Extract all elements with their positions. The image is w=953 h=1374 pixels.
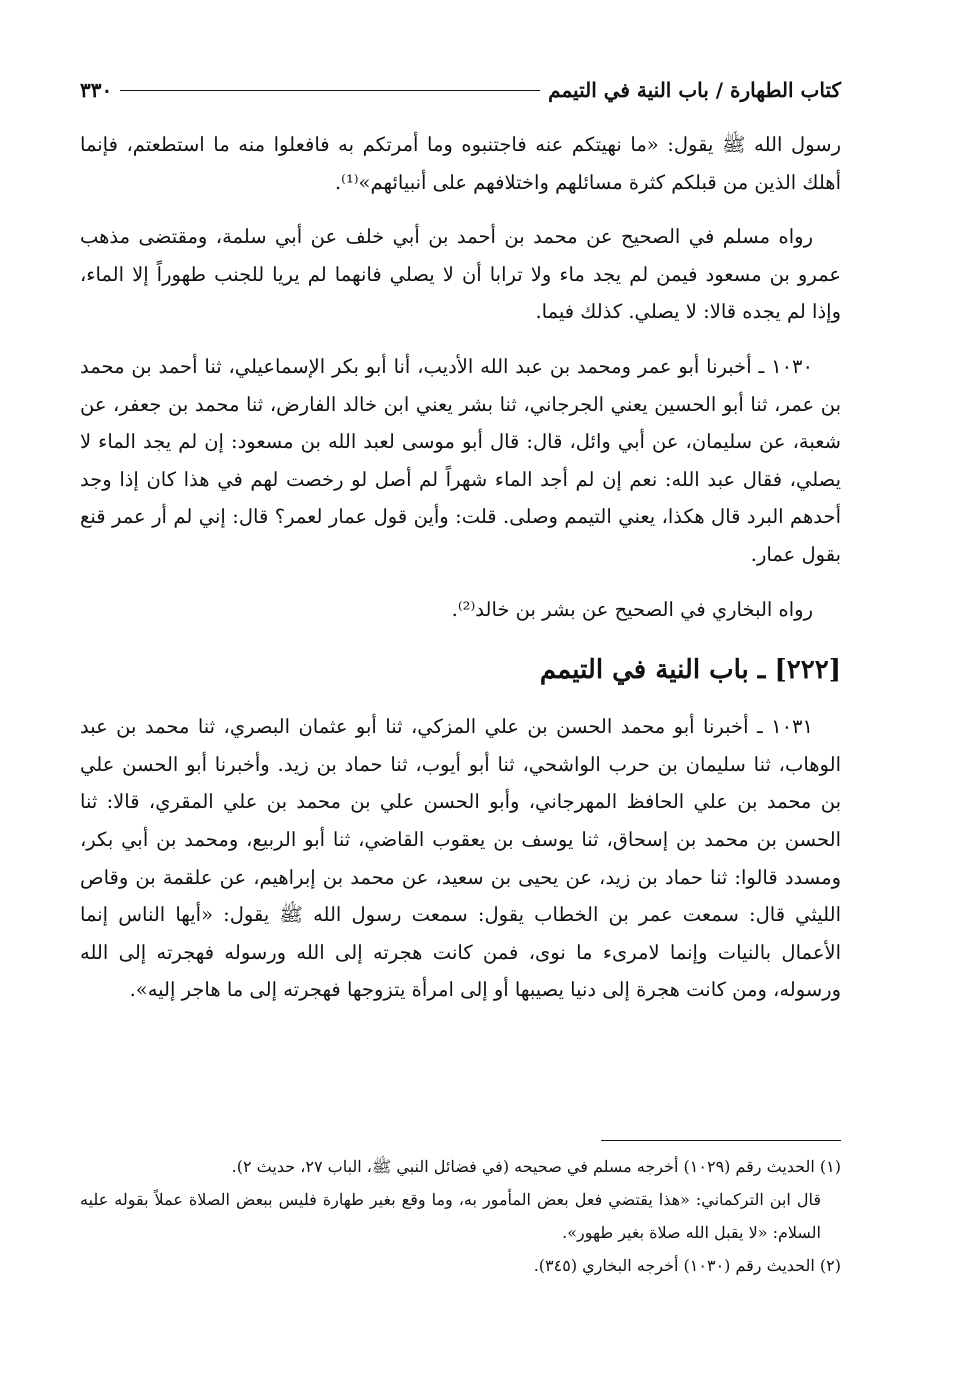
running-header xyxy=(80,70,841,110)
footnotes xyxy=(80,1150,841,1282)
footnote-1: (١) الحديث رقم (١٠٢٩) أخرجه مسلم في صحيحه (في فضائل النبي ﷺ، الباب ٢٧، حديث ٢). xyxy=(231,1157,841,1176)
chapter-heading: [٢٢٢] ـ باب النية في التيمم xyxy=(539,655,841,686)
paragraph-muslim-narration: رواه مسلم في الصحيح عن محمد بن أحمد بن أبي خلف عن أبي سلمة، ومقتضى مذهب عمرو بن مسعود فيمن لم يجد ماء ولا ترابا أن لا يصلي فانهما لم يريا للجنب طهوراً إلا الماء، وإذا لم يجده قالا: لا يصلي. كذلك فيما. xyxy=(80,225,841,324)
footnote-2: (٢) الحديث رقم (١٠٣٠) أخرجه البخاري (٣٤٥). xyxy=(533,1256,841,1275)
page-number: ٣٣٠ xyxy=(80,78,113,102)
header-rule xyxy=(120,90,540,91)
footnote-1-comment: قال ابن التركماني: «هذا يقتضي فعل بعض المأمور به، وما وقع بغير طهارة فليس ببعض الصلاة عملاً بقوله عليه السلام: «لا يقبل الله صلاة بغير طهور». xyxy=(80,1190,821,1242)
running-title: كتاب الطهارة / باب النية في التيمم xyxy=(548,78,841,102)
paragraph-continuation: رسول الله ﷺ يقول: «ما نهيتكم عنه فاجتنبوه وما أمرتكم به فافعلوا منه ما استطعتم، فإنما أهلك الذين من قبلكم كثرة مسائلهم واختلافهم على أنبيائهم»⁽¹⁾. xyxy=(80,133,841,194)
paragraph-bukhari-narration: رواه البخاري في الصحيح عن بشر بن خالد⁽²⁾. xyxy=(451,597,813,621)
hadith-1031: ١٠٣١ ـ أخبرنا أبو محمد الحسن بن علي المزكي، ثنا أبو عثمان البصري، ثنا محمد بن عبد الوهاب، ثنا سليمان بن حرب الواشحي، ثنا أبو أيوب، ثنا حماد بن زيد. وأخبرنا أبو الحسن علي بن محمد بن علي الحافظ المهرجاني، وأبو الحسن علي بن محمد بن علي المقري، قالا: ثنا الحسن بن محمد بن إسحاق، ثنا يوسف بن يعقوب القاضي، ثنا أبو الربيع، ومحمد بن أبي بكر، ومسدد قالوا: ثنا حماد بن زيد، عن يحيى بن سعيد، عن محمد بن إبراهيم، عن علقمة بن وقاص الليثي قال: سمعت عمر بن الخطاب يقول: سمعت رسول الله ﷺ يقول: «أيها الناس إنما الأعمال بالنيات وإنما لامرىء ما نوى، فمن كانت هجرته إلى الله ورسوله فهجرته إلى الله ورسوله، ومن كانت هجرة إلى دنيا يصيبها أو إلى امرأة يتزوجها فهجرته إلى ما هاجر إليه». xyxy=(80,715,841,1002)
hadith-1030: ١٠٣٠ ـ أخبرنا أبو عمر ومحمد بن عبد الله الأديب، أنا أبو بكر الإسماعيلي، ثنا أحمد بن محمد بن عمر، ثنا أبو الحسين يعني الجرجاني، ثنا بشر يعني ابن خالد الفارض، ثنا محمد بن جعفر، عن شعبة، عن سليمان، عن أبي وائل، قال: قال أبو موسى لعبد الله بن مسعود: إن لم يجد الماء لا يصلي، فقال عبد الله: نعم إن لم أجد الماء شهراً لم أصل لو رخصت لهم في هذا كان إذا وجد أحدهم البرد قال هكذا، يعني التيمم وصلى. قلت: وأين قول عمار لعمر؟ قال: إني لم أر عمر قنع بقول عمار. xyxy=(80,354,841,566)
footnote-separator xyxy=(601,1140,841,1141)
main-text xyxy=(80,126,841,1026)
